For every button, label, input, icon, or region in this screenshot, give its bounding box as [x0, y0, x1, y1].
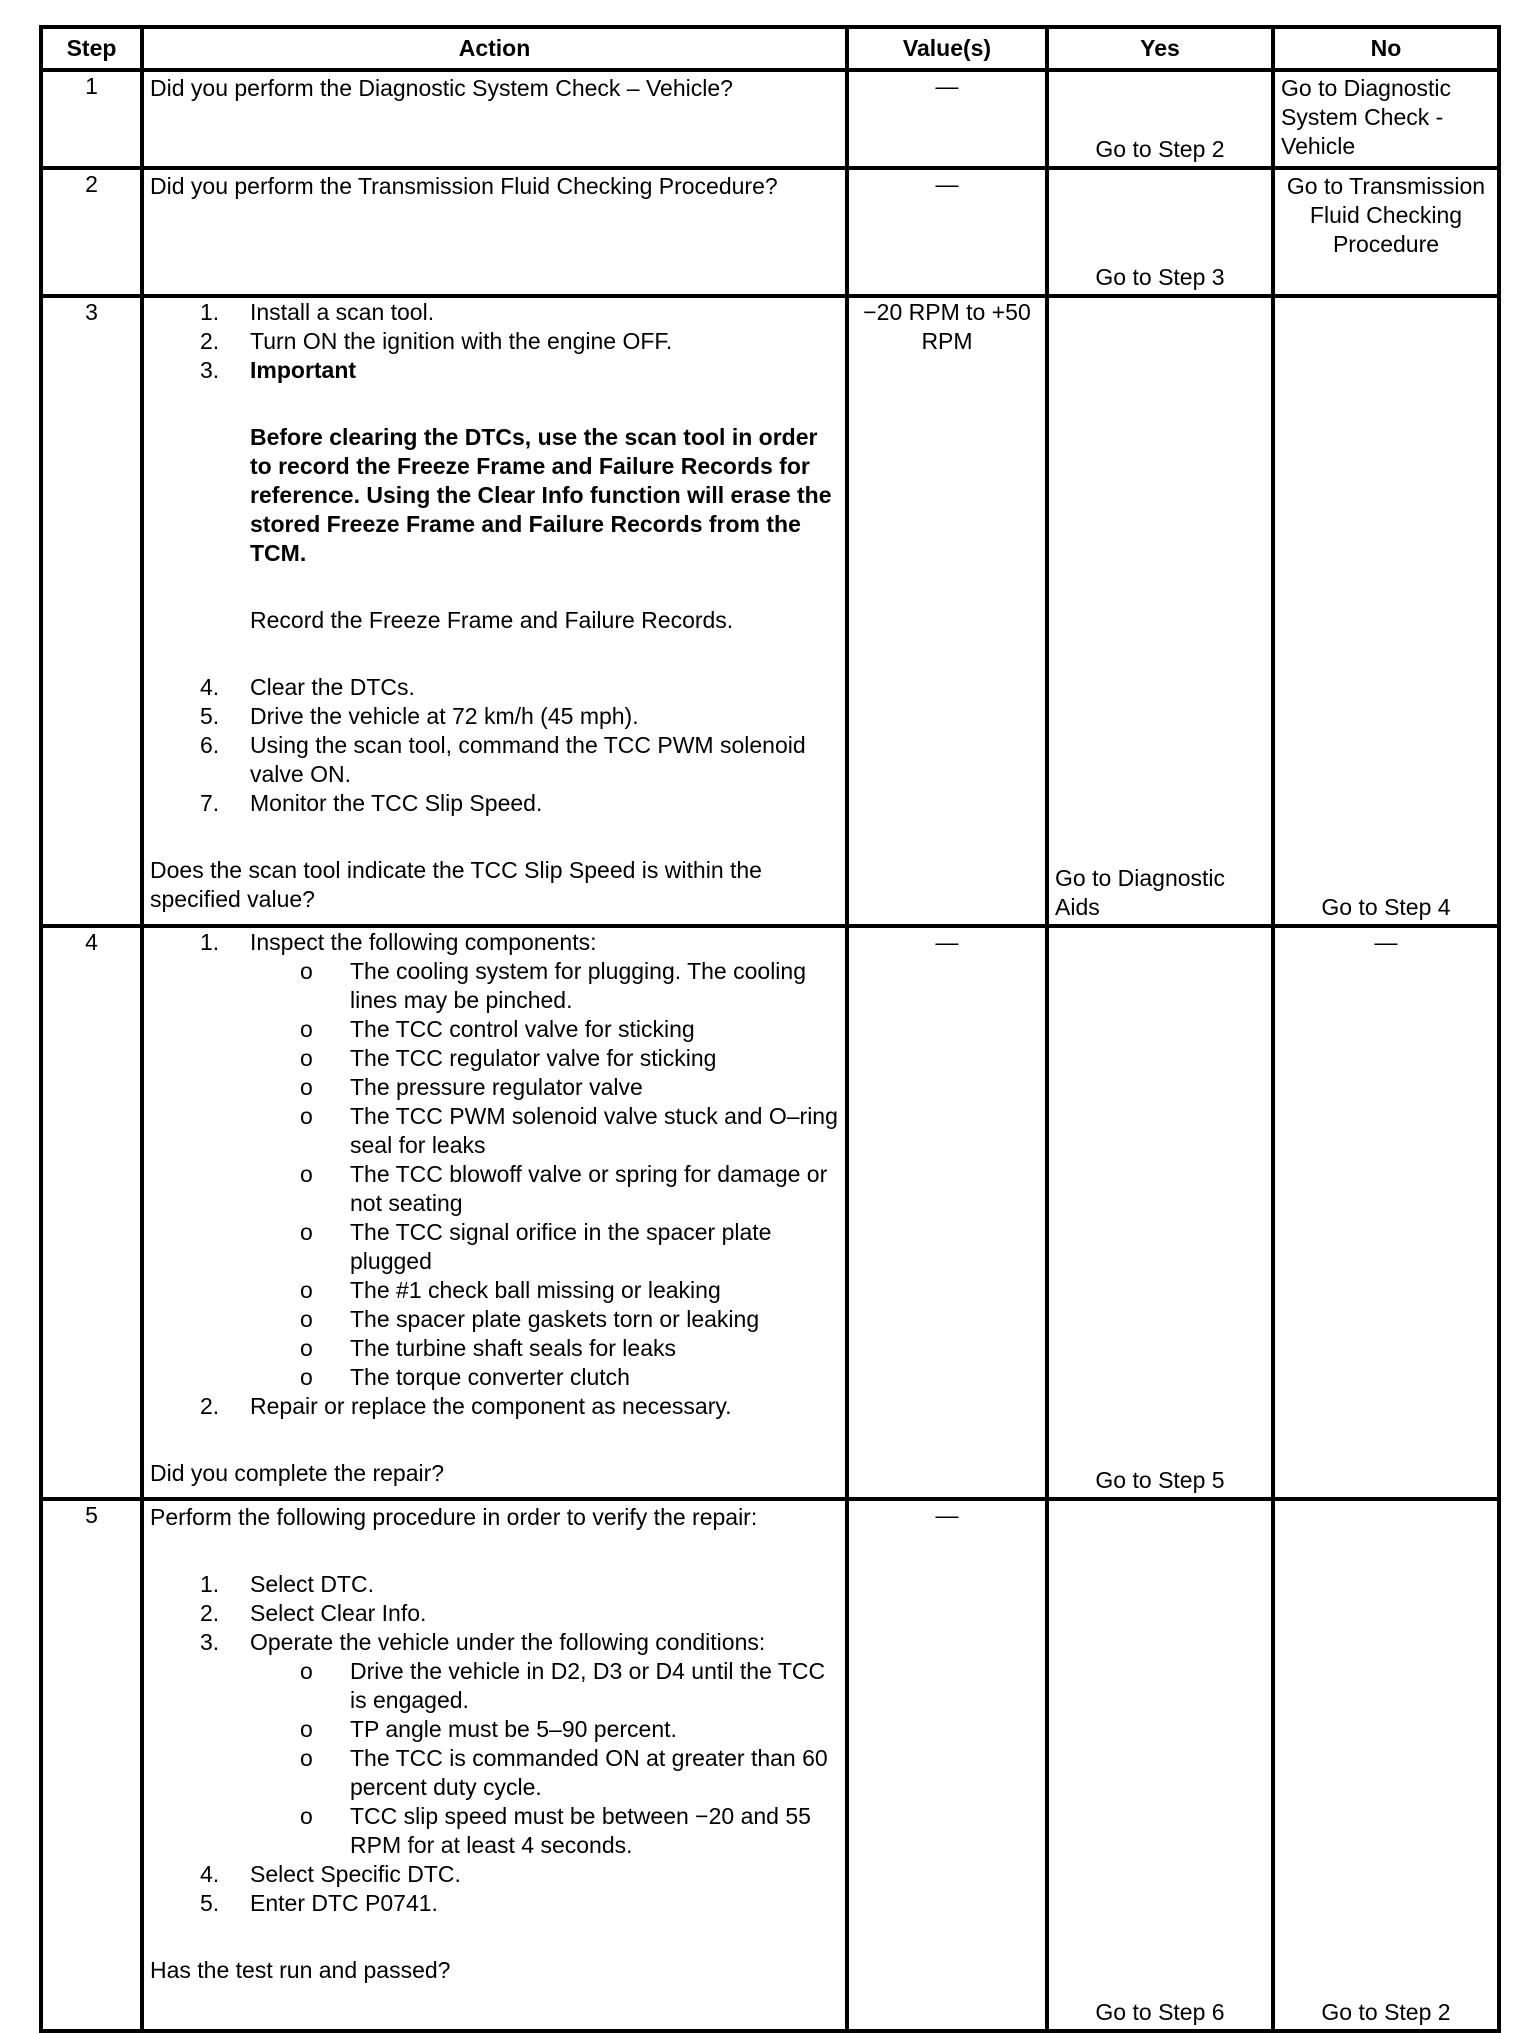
sub-item-text: TCC slip speed must be between −20 and 55 RPM for at least 4 seconds. [350, 1803, 811, 1858]
no-cell: — [1273, 926, 1499, 1499]
action-question: Did you perform the Transmission Fluid Checking Procedure? [150, 173, 778, 199]
item-number: 1. [200, 929, 220, 955]
sub-item [150, 957, 839, 1015]
yes-cell [1047, 1499, 1273, 2031]
item-text: Drive the vehicle at 72 km/h (45 mph). [250, 703, 639, 729]
step-number: 5 [41, 1499, 142, 2031]
sub-item-text: The cooling system for plugging. The cooling lines may be pinched. [350, 958, 807, 1013]
sub-item-text: The #1 check ball missing or leaking [350, 1277, 721, 1303]
sub-item-text: The torque converter clutch [350, 1364, 630, 1390]
sub-item-text: Drive the vehicle in D2, D3 or D4 until the TCC is engaged. [350, 1658, 826, 1713]
bullet: o [300, 958, 313, 984]
sub-item [150, 1218, 839, 1276]
diagnostic-table [39, 25, 1501, 2033]
item-number: 7. [200, 790, 220, 816]
list-item [150, 928, 839, 1392]
sub-item-text: The TCC PWM solenoid valve stuck and O–ring seal for leaks [350, 1103, 838, 1158]
item-text: Enter DTC P0741. [250, 1890, 438, 1916]
bullet: o [300, 1745, 313, 1771]
bullet: o [300, 1658, 313, 1684]
item-text: Repair or replace the component as necessary. [250, 1393, 732, 1419]
table-row-step-2 [41, 168, 1499, 296]
procedure-list [150, 928, 839, 1421]
step-number: 2 [41, 168, 142, 296]
action-question: Has the test run and passed? [150, 1957, 451, 1983]
action-cell [142, 926, 847, 1499]
header-values: Value(s) [847, 27, 1047, 70]
no-cell [1273, 1499, 1499, 2031]
sub-item-text: The TCC is commanded ON at greater than 60 percent duty cycle. [350, 1745, 828, 1800]
yes-cell [1047, 296, 1273, 926]
sub-item [150, 1102, 839, 1160]
action-question: Did you complete the repair? [150, 1460, 445, 1486]
item-number: 2. [200, 328, 220, 354]
procedure-intro: Perform the following procedure in order to verify the repair: [150, 1504, 758, 1530]
item-number: 1. [200, 299, 220, 325]
sub-item [150, 1363, 839, 1392]
value-cell: — [847, 168, 1047, 296]
no-cell [1273, 70, 1499, 168]
important-title: Important [250, 357, 357, 383]
item-text: Select Clear Info. [250, 1600, 427, 1626]
sub-item [150, 1073, 839, 1102]
bullet: o [300, 1803, 313, 1829]
item-text: Using the scan tool, command the TCC PWM solenoid valve ON. [250, 732, 806, 787]
list-item [150, 702, 839, 731]
item-number: 2. [200, 1600, 220, 1626]
action-cell [142, 168, 847, 296]
value-cell: — [847, 70, 1047, 168]
yes-cell [1047, 926, 1273, 1499]
item-text: Clear the DTCs. [250, 674, 415, 700]
header-action: Action [142, 27, 847, 70]
procedure-list [150, 1570, 839, 1918]
list-item [150, 1889, 839, 1918]
bullet: o [300, 1219, 313, 1245]
sub-item-text: The spacer plate gaskets torn or leaking [350, 1306, 760, 1332]
item-number: 5. [200, 1890, 220, 1916]
sub-item [150, 1744, 839, 1802]
no-link[interactable]: Go to Step 2 [1321, 1999, 1451, 2025]
yes-link[interactable]: Go to Step 2 [1095, 136, 1225, 162]
value-cell: — [847, 926, 1047, 1499]
sub-item-text: The turbine shaft seals for leaks [350, 1335, 676, 1361]
bullet: o [300, 1364, 313, 1390]
bullet: o [300, 1103, 313, 1129]
sub-item [150, 1715, 839, 1744]
no-link[interactable]: Go to Step 4 [1321, 894, 1451, 920]
item-text: Select Specific DTC. [250, 1861, 461, 1887]
header-row [41, 27, 1499, 70]
sub-item-text: The TCC regulator valve for sticking [350, 1045, 717, 1071]
yes-link[interactable]: Go to Step 6 [1095, 1999, 1225, 2025]
item-number: 3. [200, 1629, 220, 1655]
bullet: o [300, 1335, 313, 1361]
value-cell: −20 RPM to +50 RPM [847, 296, 1047, 926]
step-number: 3 [41, 296, 142, 926]
item-number: 6. [200, 732, 220, 758]
step-number: 4 [41, 926, 142, 1499]
bullet: o [300, 1716, 313, 1742]
header-no: No [1273, 27, 1499, 70]
no-link[interactable]: Go to Diagnostic System Check - Vehicle [1281, 75, 1452, 159]
list-item [150, 1599, 839, 1628]
yes-link[interactable]: Go to Step 3 [1095, 264, 1225, 290]
sub-item [150, 1044, 839, 1073]
item-number: 3. [200, 357, 220, 383]
action-cell [142, 1499, 847, 2031]
no-cell [1273, 168, 1499, 296]
yes-link[interactable]: Go to Step 5 [1095, 1467, 1225, 1493]
item-text: Inspect the following components: [250, 929, 597, 955]
item-number: 4. [200, 674, 220, 700]
list-item [150, 673, 839, 702]
list-item [150, 1860, 839, 1889]
list-item [150, 1570, 839, 1599]
procedure-list [150, 298, 839, 818]
sub-item [150, 1015, 839, 1044]
yes-cell [1047, 70, 1273, 168]
sub-item-text: The TCC signal orifice in the spacer plate plugged [350, 1219, 772, 1274]
sub-item [150, 1334, 839, 1363]
action-cell [142, 70, 847, 168]
table-row-step-4 [41, 926, 1499, 1499]
important-note: Before clearing the DTCs, use the scan tool in order to record the Freeze Frame and Failure Records for reference. Using the Clear Info function will erase the stored Freeze Frame and Failure Records from the TCM. [250, 424, 832, 566]
sub-item-text: The TCC control valve for sticking [350, 1016, 695, 1042]
list-item [150, 327, 839, 356]
bullet: o [300, 1306, 313, 1332]
list-item [150, 789, 839, 818]
item-number: 2. [200, 1393, 220, 1419]
action-cell [142, 296, 847, 926]
item-number: 4. [200, 1861, 220, 1887]
sub-item [150, 1276, 839, 1305]
no-cell [1273, 296, 1499, 926]
item-text: Install a scan tool. [250, 299, 435, 325]
sub-item-text: The TCC blowoff valve or spring for damage or not seating [350, 1161, 828, 1216]
list-item [150, 1392, 839, 1421]
item-text: Turn ON the ignition with the engine OFF. [250, 328, 673, 354]
sub-item-text: The pressure regulator valve [350, 1074, 643, 1100]
list-item [150, 1628, 839, 1860]
item-text: Monitor the TCC Slip Speed. [250, 790, 543, 816]
sub-item [150, 1802, 839, 1860]
record-note: Record the Freeze Frame and Failure Records. [250, 607, 734, 633]
value-cell: — [847, 1499, 1047, 2031]
bullet: o [300, 1016, 313, 1042]
condition-list [150, 1657, 839, 1860]
item-number: 5. [200, 703, 220, 729]
action-question: Does the scan tool indicate the TCC Slip Speed is within the specified value? [150, 857, 762, 912]
table-row-step-5 [41, 1499, 1499, 2031]
no-link[interactable]: Go to Transmission Fluid Checking Procedure [1286, 173, 1486, 257]
sub-item [150, 1657, 839, 1715]
list-item [150, 356, 839, 673]
list-item [150, 731, 839, 789]
sub-item [150, 1160, 839, 1218]
table-row-step-1 [41, 70, 1499, 168]
bullet: o [300, 1045, 313, 1071]
bullet: o [300, 1074, 313, 1100]
bullet: o [300, 1161, 313, 1187]
item-text: Select DTC. [250, 1571, 374, 1597]
yes-link[interactable]: Go to Diagnostic Aids [1055, 865, 1226, 920]
header-step: Step [41, 27, 142, 70]
bullet: o [300, 1277, 313, 1303]
header-yes: Yes [1047, 27, 1273, 70]
list-item [150, 298, 839, 327]
action-question: Did you perform the Diagnostic System Check – Vehicle? [150, 75, 733, 101]
sub-item [150, 1305, 839, 1334]
component-list [150, 957, 839, 1392]
item-number: 1. [200, 1571, 220, 1597]
yes-cell [1047, 168, 1273, 296]
item-text: Operate the vehicle under the following conditions: [250, 1629, 766, 1655]
step-number: 1 [41, 70, 142, 168]
table-row-step-3 [41, 296, 1499, 926]
sub-item-text: TP angle must be 5–90 percent. [350, 1716, 677, 1742]
